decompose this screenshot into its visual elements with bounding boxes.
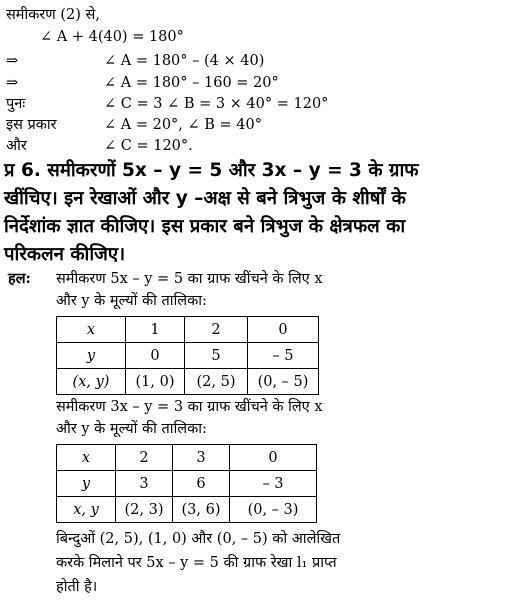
question-line-4: परिकलन कीजिए। <box>4 244 126 265</box>
question-line-1: प्र 6. समीकरणों 5x – y = 5 और 3x – y = 3 के ग्राफ <box>4 160 419 181</box>
table-cell: 2 <box>116 445 173 471</box>
table-cell: (3, 6) <box>173 497 230 523</box>
derivation-label-thus: इस प्रकार <box>6 117 57 133</box>
solution-intro-1b: और y के मूल्यों की तालिका: <box>56 293 207 309</box>
derivation-line-5: ∠ C = 3 ∠ B = 3 × 40° = 120° <box>104 96 329 112</box>
table-cell: x, y <box>57 497 116 523</box>
table-cell: 3 <box>173 445 230 471</box>
table-cell: 5 <box>185 343 248 369</box>
solution-end-3: होती है। <box>56 579 98 595</box>
solution-intro-2a: समीकरण 3x – y = 3 का ग्राफ खींचने के लिए x <box>56 399 323 415</box>
question-line-2: खींचिए। इन रेखाओं और y –अक्ष से बने त्रिभुज के शीर्षों के <box>4 188 406 209</box>
table-cell: (0, – 3) <box>230 497 317 523</box>
implies-symbol: ⇒ <box>6 75 19 91</box>
table-cell: (2, 5) <box>185 369 248 395</box>
table-cell: x <box>57 317 126 343</box>
derivation-line-1: समीकरण (2) से, <box>6 7 100 23</box>
table-cell: 6 <box>173 471 230 497</box>
derivation-label-again: पुनः <box>6 96 26 112</box>
table-cell: y <box>57 343 126 369</box>
derivation-line-3: ∠ A = 180° – (4 × 40) <box>104 53 265 69</box>
question-line-3: निर्देशांक ज्ञात कीजिए। इस प्रकार बने त्रिभुज के क्षेत्रफल का <box>4 216 406 237</box>
derivation-line-7: ∠ C = 120°. <box>104 138 193 154</box>
derivation-line-2: ∠ A + 4(40) = 180° <box>40 29 184 45</box>
table-cell: (0, – 5) <box>248 369 319 395</box>
implies-symbol: ⇒ <box>6 53 19 69</box>
solution-intro-2b: और y के मूल्यों की तालिका: <box>56 421 207 437</box>
derivation-label-and: और <box>6 138 27 154</box>
table-row <box>57 497 317 523</box>
table-row <box>57 369 319 395</box>
solution-end-2: करके मिलाने पर 5x – y = 5 की ग्राफ रेखा l₁ प्राप्त <box>56 555 337 571</box>
table-cell: (x, y) <box>57 369 126 395</box>
derivation-line-4: ∠ A = 180° – 160 = 20° <box>104 75 279 91</box>
table-row <box>57 471 317 497</box>
table-cell: (2, 3) <box>116 497 173 523</box>
table-cell: 0 <box>126 343 185 369</box>
table-cell: – 3 <box>230 471 317 497</box>
table-cell: 0 <box>248 317 319 343</box>
solution-end-1: बिन्दुओं (2, 5), (1, 0) और (0, – 5) को आलेखित <box>56 531 341 547</box>
solution-label: हल: <box>8 270 31 287</box>
derivation-line-6: ∠ A = 20°, ∠ B = 40° <box>104 117 262 133</box>
table-cell: (1, 0) <box>126 369 185 395</box>
values-table-2 <box>56 444 317 523</box>
table-cell: 1 <box>126 317 185 343</box>
table-row <box>57 343 319 369</box>
table-cell: 0 <box>230 445 317 471</box>
table-cell: y <box>57 471 116 497</box>
table-row <box>57 445 317 471</box>
table-row <box>57 317 319 343</box>
table-cell: 3 <box>116 471 173 497</box>
values-table-1 <box>56 316 319 395</box>
table-cell: 2 <box>185 317 248 343</box>
solution-intro-1a: समीकरण 5x – y = 5 का ग्राफ खींचने के लिए x <box>56 271 323 287</box>
table-cell: x <box>57 445 116 471</box>
table-cell: – 5 <box>248 343 319 369</box>
